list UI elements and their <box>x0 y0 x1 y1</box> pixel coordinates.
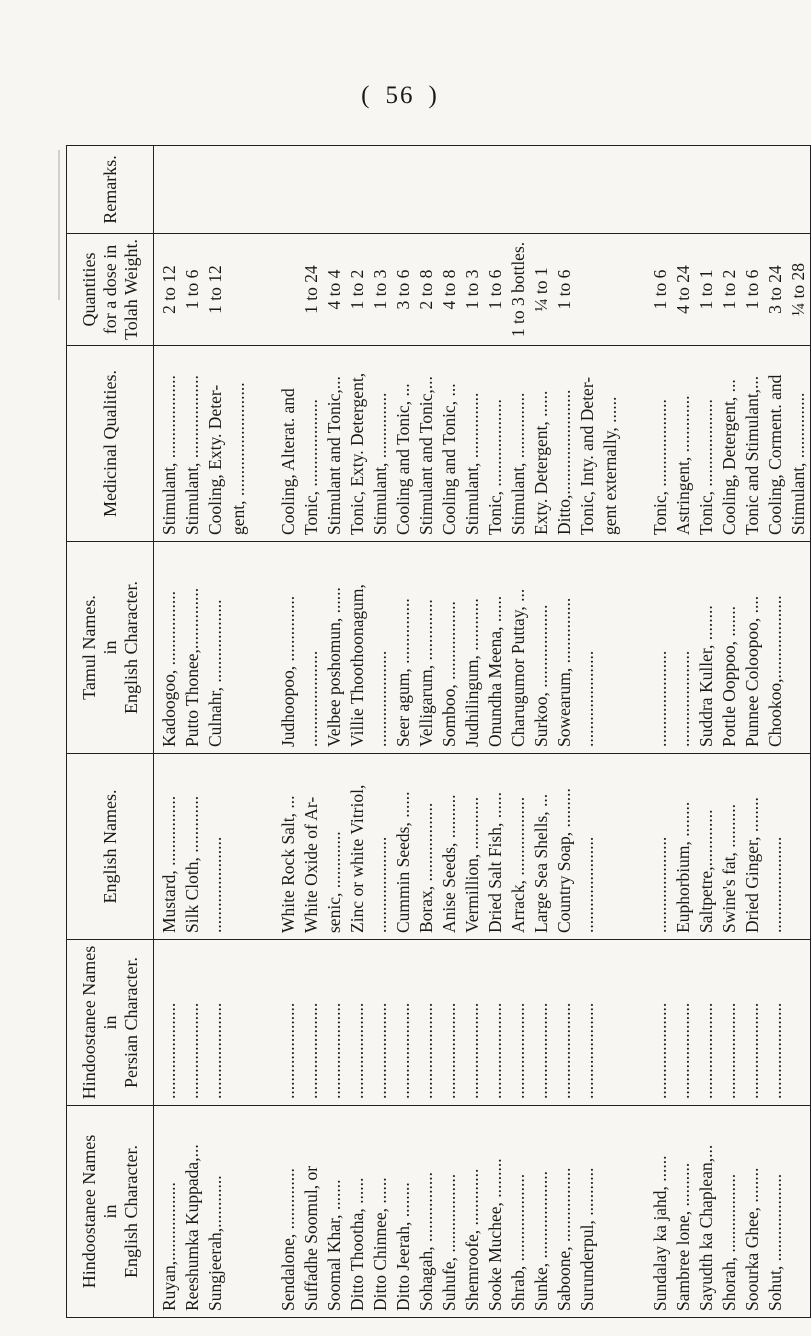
hind-line: Ditto Chinnee, ...... <box>370 1177 390 1311</box>
row-gap <box>622 352 645 535</box>
qty-line: 1 to 3 bottles. <box>508 241 528 338</box>
table-body <box>154 146 811 1318</box>
hind-line: Shemroofe, ............. <box>462 1168 482 1311</box>
hind-line: Sayudth ka Chaplean,... <box>696 1144 716 1311</box>
persian-line: ...................... <box>159 1002 179 1099</box>
qty-line: 1 to 24 <box>301 265 321 314</box>
english-line: ...................... <box>650 836 670 933</box>
persian-line: ...................... <box>205 1002 225 1099</box>
hind-line: Ditto Thootha, ...... <box>347 1177 367 1311</box>
medicinal-line: Stimulant, ............... <box>508 392 528 535</box>
tamul-line: Somboo, .................. <box>439 601 459 747</box>
header-medicinal <box>67 346 154 542</box>
medicinal-line: Stimulant, ............... <box>788 392 808 535</box>
cell-tamul <box>273 542 645 754</box>
english-line: Borax, .................. <box>416 802 436 933</box>
row-gap <box>599 760 622 933</box>
qty-line: ¼ to 28 <box>788 263 808 316</box>
hind-line: Shorah, .................. <box>719 1173 739 1311</box>
cell-qty <box>154 234 274 346</box>
cell-hind <box>273 1106 645 1318</box>
header-row <box>67 146 154 1318</box>
hind-line: Sundalay ka jahd, ...... <box>650 1155 670 1311</box>
tamul-line: Judhoopoo, ............... <box>278 595 298 747</box>
header-line: Hindoostanee Names <box>78 1134 99 1289</box>
cell-medicinal <box>645 346 811 542</box>
table-row <box>273 146 645 1318</box>
header-line: for a dose in <box>99 244 120 335</box>
medicinal-line: Cooling, Exty. Deter- <box>205 384 225 535</box>
header-line: English Names. <box>99 789 120 904</box>
persian-line: ...................... <box>182 1002 202 1099</box>
english-line: Vermillion, ............ <box>462 796 482 933</box>
header-tamul <box>67 542 154 754</box>
rotated-table-container <box>66 146 808 1318</box>
persian-line: ...................... <box>673 1002 693 1099</box>
medicinal-line: gent externally, ...... <box>600 396 620 535</box>
hind-line: Reeshumka Kuppada,... <box>182 1144 202 1311</box>
cell-persian <box>154 940 274 1106</box>
qty-line: 3 to 6 <box>393 269 413 310</box>
hind-line: Shrab, .................... <box>508 1173 528 1311</box>
english-line: Swine's fat, .......... <box>719 803 739 933</box>
cell-remarks <box>645 146 811 234</box>
medicinal-line: Cooling and Tonic, ... <box>439 383 459 535</box>
qty-line: 1 to 2 <box>719 269 739 310</box>
hind-line: Soomal Khar, ....... <box>324 1179 344 1311</box>
medicinal-line: Ditto,........................ <box>554 389 574 535</box>
header-quantities <box>67 234 154 346</box>
english-line: senic, ............. <box>324 831 344 933</box>
qty-line <box>277 240 300 339</box>
persian-line: ...................... <box>301 1002 321 1099</box>
english-line: Anise Seeds, .......... <box>439 794 459 933</box>
qty-line: 1 to 12 <box>205 265 225 314</box>
header-line: English Character. <box>120 1145 141 1278</box>
tamul-line: Surkoo, ................... <box>531 604 551 747</box>
english-line: Dried Salt Fish, ...... <box>485 792 505 933</box>
qty-line: 2 to 12 <box>159 265 179 314</box>
hind-line: Ruyan,.................. <box>159 1182 179 1311</box>
english-line: Cummin Seeds, ...... <box>393 791 413 933</box>
medicinal-line: Tonic, .................... <box>650 399 670 535</box>
tamul-line: Seer agum, ............... <box>393 598 413 747</box>
medicinal-line: Stimulant, ................... <box>182 375 202 535</box>
hind-line: Surunderpul, ........... <box>577 1167 597 1311</box>
qty-line: 3 to 24 <box>765 265 785 314</box>
cell-tamul <box>645 542 811 754</box>
qty-line: 1 to 6 <box>182 269 202 310</box>
medicinal-line: Cooling, Detergent, ... <box>719 379 739 535</box>
cell-qty <box>645 234 811 346</box>
english-line: Zinc or white Vitriol, <box>347 784 367 933</box>
qty-line: 1 to 6 <box>554 269 574 310</box>
medicinal-line: Cooling, Alterat. and <box>278 388 298 535</box>
tamul-line: Villie Thoothoonagum, <box>347 584 367 747</box>
table-row <box>645 146 811 1318</box>
tamul-line: Putto Thonee,.............. <box>182 587 202 747</box>
tamul-line: ...................... <box>577 650 597 747</box>
persian-line: ...................... <box>650 1002 670 1099</box>
english-line: Large Sea Shells, ... <box>531 793 551 933</box>
persian-line: ...................... <box>554 1002 574 1099</box>
tamul-line: Velligarum, .............. <box>416 599 436 747</box>
persian-line: ...................... <box>485 1002 505 1099</box>
english-line: White Oxide of Ar- <box>301 796 321 933</box>
tamul-line: Judhilingum, ............ <box>462 598 482 747</box>
hind-line: Soourka Ghee, ........ <box>742 1167 762 1311</box>
medicinal-line: gent, .......................... <box>228 382 248 535</box>
english-line: ...................... <box>370 836 390 933</box>
persian-line: ...................... <box>393 1002 413 1099</box>
cell-english <box>645 754 811 940</box>
tamul-line: ...................... <box>301 650 321 747</box>
hind-line: Sohagah, ................ <box>416 1171 436 1311</box>
persian-line: ...................... <box>416 1002 436 1099</box>
tamul-line: Onundha Meena, ...... <box>485 595 505 747</box>
english-line: Silk Cloth, ............. <box>182 795 202 933</box>
english-line: ...................... <box>205 836 225 933</box>
medicinal-line: Cooling and Tonic, ... <box>393 383 413 535</box>
header-line: in <box>99 640 120 655</box>
row-gap <box>599 1112 622 1311</box>
hind-line: Sungjeerah,............ <box>205 1175 225 1311</box>
persian-line: ...................... <box>370 1002 390 1099</box>
medicinal-line: Tonic, .................... <box>485 399 505 535</box>
qty-line <box>576 240 599 339</box>
medicinal-line: Astringent, ............. <box>673 395 693 535</box>
persian-line: ...................... <box>462 1002 482 1099</box>
persian-line: ...................... <box>439 1002 459 1099</box>
row-gap <box>227 760 250 933</box>
tamul-line: Sowearum, ............... <box>554 597 574 747</box>
hind-line: Ditto Jeerah, ........ <box>393 1182 413 1311</box>
row-gap <box>227 1112 250 1311</box>
qty-line <box>599 240 622 339</box>
persian-line: ...................... <box>508 1002 528 1099</box>
medicinal-line: Exty. Detergent, ...... <box>531 390 551 535</box>
tamul-line: Velbee poshomun, ...... <box>324 587 344 747</box>
header-line: Hindoostanee Names <box>78 945 99 1100</box>
header-hind-persian <box>67 940 154 1106</box>
tamul-line: Suddra Kuller, ........ <box>696 605 716 747</box>
header-line: Medicinal Qualities. <box>99 370 120 517</box>
cell-persian <box>645 940 811 1106</box>
cell-qty <box>273 234 645 346</box>
hind-line: Saboone, ................. <box>554 1167 574 1311</box>
cell-medicinal <box>273 346 645 542</box>
hind-line: Suffadhe Soomul, or <box>301 1165 321 1311</box>
row-gap <box>599 548 622 747</box>
english-line: Euphorbium, ........ <box>673 801 693 933</box>
tamul-line: Punnee Coloopoo, .... <box>742 595 762 747</box>
qty-line: 1 to 2 <box>347 269 367 310</box>
cell-hind <box>645 1106 811 1318</box>
header-line: Remarks. <box>99 155 120 224</box>
row-gap <box>622 240 645 339</box>
medicinal-line: Stimulant, ................... <box>159 375 179 535</box>
hind-line: Sohut, .................... <box>765 1173 785 1311</box>
margin-rule <box>58 150 60 300</box>
header-hind-english <box>67 1106 154 1318</box>
table-row <box>154 146 274 1318</box>
persian-line: ...................... <box>696 1002 716 1099</box>
page-number: ( 56 ) <box>361 82 439 109</box>
tamul-line: Pottle Ooppoo, ....... <box>719 606 739 747</box>
row-gap <box>227 946 250 1099</box>
header-line: Tolah Weight. <box>120 239 141 340</box>
qty-line <box>227 240 250 339</box>
header-line: Persian Character. <box>120 957 141 1088</box>
persian-line: ...................... <box>531 1002 551 1099</box>
persian-line: ...................... <box>577 1002 597 1099</box>
qty-line: 1 to 1 <box>696 269 716 310</box>
persian-line: ...................... <box>324 1002 344 1099</box>
qty-line: 4 to 24 <box>673 265 693 314</box>
english-line: ...................... <box>765 836 785 933</box>
qty-line: 1 to 3 <box>462 269 482 310</box>
medicinal-line: Stimulant, ............... <box>370 392 390 535</box>
persian-line: ...................... <box>347 1002 367 1099</box>
medicinal-line: Stimulant and Tonic,... <box>416 376 436 535</box>
persian-line: ...................... <box>742 1002 762 1099</box>
medicinal-line: Tonic and Stimulant,... <box>742 375 762 535</box>
hind-line: Sendalone, .............. <box>278 1168 298 1311</box>
qty-line: 1 to 6 <box>742 269 762 310</box>
medicinal-line: Stimulant and Tonic,... <box>324 376 344 535</box>
row-gap <box>250 352 273 535</box>
cell-english <box>154 754 274 940</box>
english-line: Dried Ginger, ........ <box>742 797 762 933</box>
tamul-line: ...................... <box>650 650 670 747</box>
medicinal-line: Tonic, Exty. Detergent, <box>347 372 367 535</box>
english-line: Country Soap, ......... <box>554 788 574 933</box>
cell-persian <box>273 940 645 1106</box>
english-line: Mustard, ................ <box>159 795 179 933</box>
qty-line: 1 to 6 <box>650 269 670 310</box>
english-line: ...................... <box>577 836 597 933</box>
cell-english <box>273 754 645 940</box>
cell-remarks <box>273 146 645 234</box>
row-gap <box>599 946 622 1099</box>
medicinal-line: Stimulant, ............... <box>462 392 482 535</box>
qty-line: ¼ to 1 <box>531 267 551 312</box>
tamul-line: Chookoo,................... <box>765 595 785 747</box>
row-gap <box>250 240 273 339</box>
cell-medicinal <box>154 346 274 542</box>
row-gap <box>227 548 250 747</box>
cell-remarks <box>154 146 274 234</box>
header-line: Tamul Names. <box>78 595 99 700</box>
qty-line: 1 to 6 <box>485 269 505 310</box>
qty-line: 2 to 8 <box>416 269 436 310</box>
header-line: Quantities <box>78 252 99 327</box>
hind-line: Suhufe, .................. <box>439 1173 459 1311</box>
tamul-line: Culnahr, ................... <box>205 599 225 747</box>
hind-line: Sunke, .................... <box>531 1171 551 1311</box>
header-line: in <box>99 1015 120 1030</box>
header-english <box>67 754 154 940</box>
cell-tamul <box>154 542 274 754</box>
persian-line: ...................... <box>278 1002 298 1099</box>
qty-line: 4 to 8 <box>439 269 459 310</box>
tamul-line: Kadoogoo, ................. <box>159 590 179 747</box>
english-line: White Rock Salt, ... <box>278 795 298 933</box>
medicinal-line: Cooling, Corment. and <box>765 374 785 535</box>
materia-medica-table <box>66 145 811 1318</box>
tamul-line: Charugumor Puttay, ... <box>508 588 528 747</box>
medicinal-line: Tonic, Inty. and Deter- <box>577 376 597 535</box>
hind-line: Sooke Muchee, ......... <box>485 1158 505 1311</box>
header-line: in <box>99 1204 120 1219</box>
cell-hind <box>154 1106 274 1318</box>
medicinal-line: Tonic, .................... <box>696 399 716 535</box>
persian-line: ...................... <box>765 1002 785 1099</box>
header-line: English Character. <box>120 581 141 714</box>
header-remarks <box>67 146 154 234</box>
english-line: Saltpetre,............. <box>696 809 716 933</box>
english-line: Arrack, .................. <box>508 796 528 933</box>
medicinal-line: Tonic, .................... <box>301 399 321 535</box>
persian-line: ...................... <box>719 1002 739 1099</box>
qty-line: 1 to 3 <box>370 269 390 310</box>
tamul-line: ...................... <box>370 650 390 747</box>
qty-line: 4 to 4 <box>324 269 344 310</box>
hind-line: Sambree lone, .......... <box>673 1162 693 1311</box>
tamul-line: ...................... <box>673 650 693 747</box>
